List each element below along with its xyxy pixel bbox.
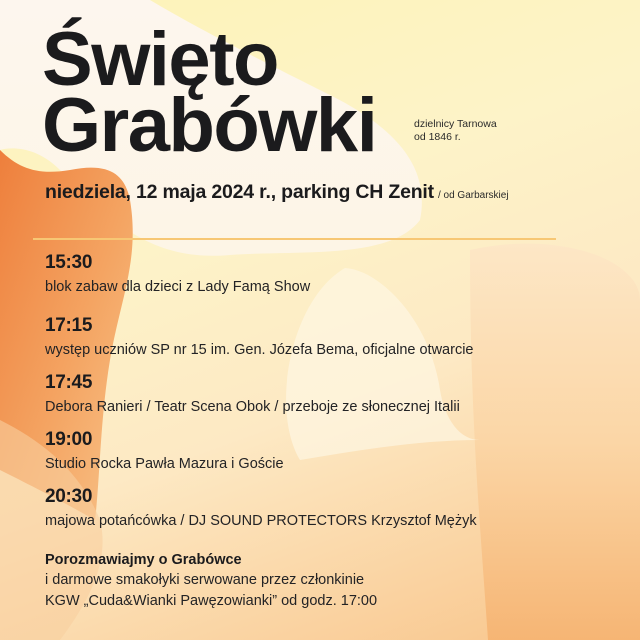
divider <box>33 238 556 240</box>
event-time: 17:45 <box>45 372 93 393</box>
event-description: majowa potańcówka / DJ SOUND PROTECTORS Krzysztof Mężyk <box>45 513 477 529</box>
subtitle-district: dzielnicy Tarnowa <box>414 118 497 130</box>
event-description: występ uczniów SP nr 15 im. Gen. Józefa Bema, oficjalne otwarcie <box>45 342 474 358</box>
extra-line: i darmowe smakołyki serwowane przez członkinie <box>45 572 365 588</box>
title-subtitle <box>414 118 497 144</box>
schedule-item <box>45 429 284 474</box>
location-note: / od Garbarskiej <box>437 190 509 201</box>
extra-lead: Porozmawiajmy o Grabówce <box>45 552 242 568</box>
event-description: Studio Rocka Pawła Mazura i Goście <box>45 456 284 472</box>
title-line-1: Święto <box>42 17 278 102</box>
schedule-item <box>45 372 460 417</box>
date-location-text: niedziela, 12 maja 2024 r., parking CH Zenit <box>45 181 434 203</box>
subtitle-year: od 1846 r. <box>414 131 461 143</box>
title-line-2: Grabówki <box>42 83 377 168</box>
event-description: blok zabaw dla dzieci z Lady Famą Show <box>45 279 311 295</box>
extra-line: KGW „Cuda&Wianki Pawęzowianki” od godz. 17:00 <box>45 593 378 609</box>
event-time: 17:15 <box>45 315 93 336</box>
extra-info <box>45 550 377 611</box>
schedule-item <box>45 252 310 297</box>
schedule-item <box>45 486 477 531</box>
event-time: 19:00 <box>45 429 93 450</box>
event-description: Debora Ranieri / Teatr Scena Obok / przeboje ze słonecznej Italii <box>45 399 460 415</box>
event-time: 15:30 <box>45 252 93 273</box>
event-time: 20:30 <box>45 486 93 507</box>
date-location <box>45 181 509 204</box>
schedule-item <box>45 315 474 360</box>
